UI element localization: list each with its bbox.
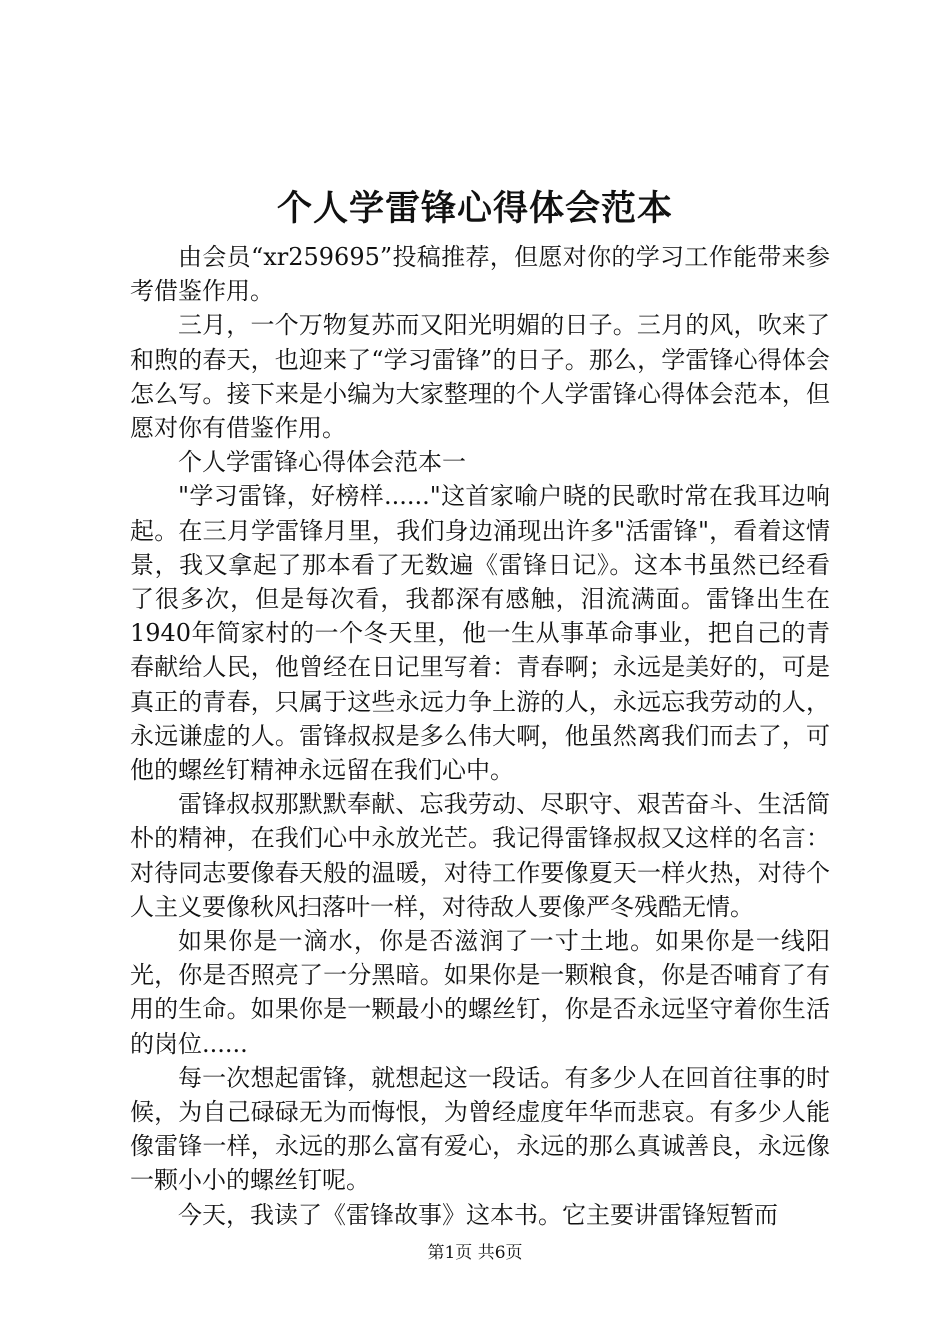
document-body	[130, 240, 830, 1232]
document-title: 个人学雷锋心得体会范本	[276, 188, 673, 229]
page-number-footer: 第1页 共6页	[427, 1243, 523, 1263]
paragraph-body: 每一次想起雷锋，就想起这一段话。有多少人在回首往事的时候，为自己碌碌无为而悔恨，为曾经虚度年华而悲哀。有多少人能像雷锋一样，永远的那么富有爱心，永远的那么真诚善良，永远像一颗小小的螺丝钉呢。	[130, 1063, 830, 1195]
paragraph-contributor-note: 由会员“xr259695”投稿推荐，但愿对你的学习工作能带来参考借鉴作用。	[130, 243, 830, 306]
paragraph-body: "学习雷锋，好榜样......"这首家喻户晓的民歌时常在我耳边响起。在三月学雷锋月里，我们身边涌现出许多"活雷锋"，看着这情景，我又拿起了那本看了无数遍《雷锋日记》。这本书虽然已经看了很多次，但是每次看，我都深有感触，泪流满面。雷锋出生在1940年简家村的一个冬天里，他一生从事革命事业，把自己的青春献给人民，他曾经在日记里写着：青春啊；永远是美好的，可是真正的青春，只属于这些永远力争上游的人，永远忘我劳动的人，永远谦虚的人。雷锋叔叔是多么伟大啊，他虽然离我们而去了，可他的螺丝钉精神永远留在我们心中。	[130, 482, 830, 785]
paragraph-body: 今天，我读了《雷锋故事》这本书。它主要讲雷锋短暂而	[178, 1200, 778, 1229]
paragraph-intro: 三月，一个万物复苏而又阳光明媚的日子。三月的风，吹来了和煦的春天，也迎来了“学习雷锋”的日子。那么，学雷锋心得体会怎么写。接下来是小编为大家整理的个人学雷锋心得体会范本，但愿对你有借鉴作用。	[130, 311, 830, 443]
paragraph-body: 雷锋叔叔那默默奉献、忘我劳动、尽职守、艰苦奋斗、生活简朴的精神，在我们心中永放光芒。我记得雷锋叔叔又这样的名言：对待同志要像春天般的温暖，对待工作要像夏天一样火热，对待个人主义要像秋风扫落叶一样，对待敌人要像严冬残酷无情。	[130, 790, 830, 921]
paragraph-body: 如果你是一滴水，你是否滋润了一寸土地。如果你是一线阳光，你是否照亮了一分黑暗。如果你是一颗粮食，你是否哺育了有用的生命。如果你是一颗最小的螺丝钉，你是否永远坚守着你生活的岗位......	[130, 927, 830, 1058]
section-heading-sample-one: 个人学雷锋心得体会范本一	[178, 448, 466, 477]
